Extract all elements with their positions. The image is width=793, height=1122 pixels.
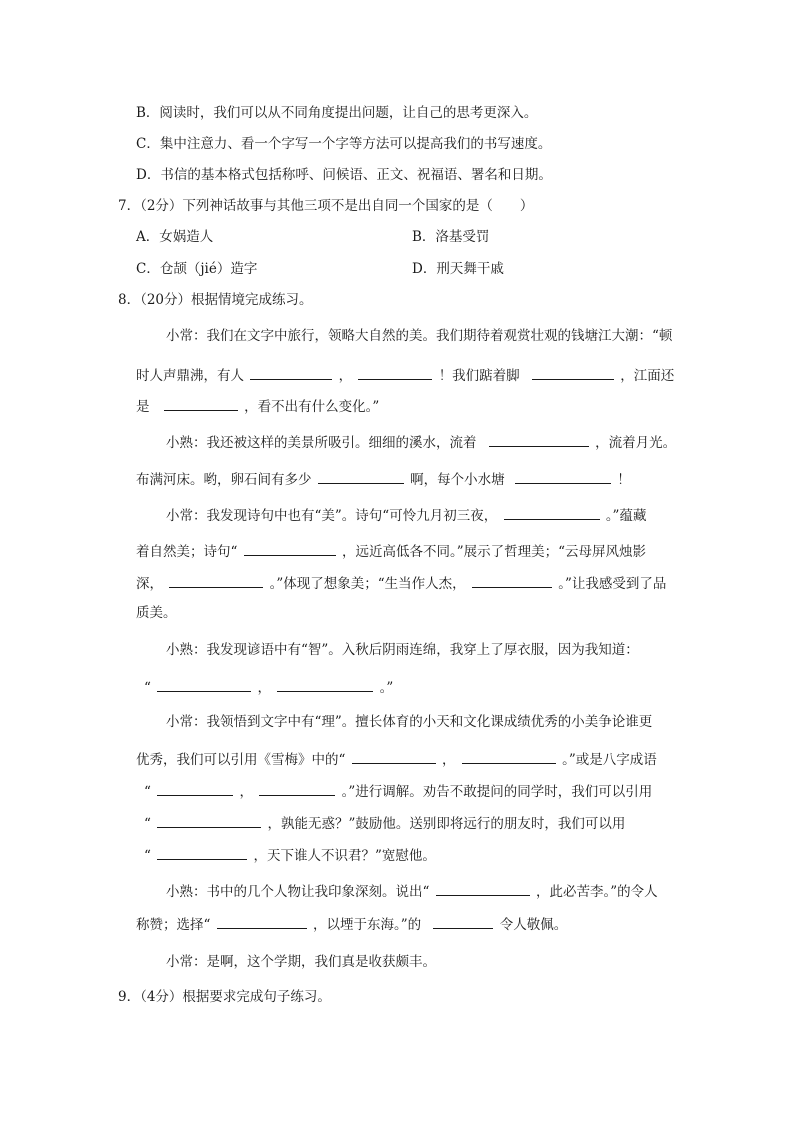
text: 是 [136,399,150,415]
answer-blank[interactable] [472,573,552,588]
text: 深， [136,576,163,592]
q8-p2-line1 [166,432,676,452]
text: ，天下谁人不识君？”宽慰他。 [253,848,436,864]
text: ！我们踮着脚 [438,368,520,384]
q6-option-c: C．集中注意力、看一个字写一个字等方法可以提高我们的书写速度。 [136,136,552,152]
text: “ [144,848,151,864]
q8-p7-line1: 小常：是啊，这个学期，我们真是收获颇丰。 [166,954,436,970]
text: 。”让我感受到了品 [558,576,667,592]
q9-stem: 9．（4分）根据要求完成句子练习。 [118,989,331,1005]
answer-blank[interactable] [433,914,493,929]
q7-option-c: C．仓颉（jié）造字 [136,261,258,277]
text: ，江面还 [620,368,675,384]
text: 令人敬佩。 [499,917,568,933]
text: “ [144,816,151,832]
text: ， [442,752,456,768]
answer-blank[interactable] [164,396,238,411]
text: 小熟：我还被这样的美景所吸引。细细的溪水，流着 [166,435,477,451]
q8-p5-line1: 小常：我领悟到文字中有“理”。擅长体育的小天和文化课成绩优秀的小美争论谁更 [166,714,653,730]
answer-blank[interactable] [277,677,373,692]
answer-blank[interactable] [157,677,251,692]
text: 称赞；选择“ [136,917,211,933]
q8-p3-line1 [166,505,646,525]
q8-p1-line1: 小常：我们在文字中旅行，领略大自然的美。我们期待着观赏壮观的钱塘江大潮：“顿 [166,328,673,344]
answer-blank[interactable] [157,845,247,860]
answer-blank[interactable] [157,813,261,828]
q7-option-a: A．女娲造人 [136,229,214,245]
answer-blank[interactable] [358,365,432,380]
answer-blank[interactable] [244,541,336,556]
text: ，以堙于东海。”的 [313,917,422,933]
text: ！ [617,472,631,488]
text: “ [144,784,151,800]
text: ，流着月光。 [595,435,677,451]
answer-blank[interactable] [532,365,614,380]
q8-p5-line4 [144,813,625,833]
text: 小常：我发现诗句中也有“美”。诗句“可怜九月初三夜， [166,508,498,524]
text: 小熟：书中的几个人物让我印象深刻。说出“ [166,884,430,900]
q8-p3-line4: 质美。 [136,605,177,621]
answer-blank[interactable] [489,432,589,447]
answer-blank[interactable] [504,505,600,520]
answer-blank[interactable] [436,881,530,896]
answer-blank[interactable] [352,749,436,764]
q8-p6-line1 [166,881,658,901]
q8-p4-line2 [144,677,393,697]
q8-p3-line2 [136,541,646,561]
q8-p1-line2 [136,365,674,385]
text: 时人声鼎沸，有人 [136,368,244,384]
q8-p4-line1: 小熟：我发现谚语中有“智”。入秋后阴雨连绵，我穿上了厚衣服，因为我知道： [166,642,639,658]
q8-p1-line3 [136,396,379,416]
text: ，孰能无惑？”鼓励他。送别即将远行的朋友时，我们可以用 [267,816,626,832]
text: 啊，每个小水塘 [410,472,505,488]
q6-option-d: D．书信的基本格式包括称呼、问候语、正文、祝福语、署名和日期。 [136,167,552,183]
q7-stem: 7．（2分）下列神话故事与其他三项不是出自同一个国家的是（ ） [118,198,534,214]
q8-p5-line3 [144,781,652,801]
answer-blank[interactable] [250,365,332,380]
text: 。”进行调解。劝告不敢提问的同学时，我们可以引用 [341,784,653,800]
text: ， [239,784,253,800]
answer-blank[interactable] [217,914,307,929]
text: ， [257,680,271,696]
q7-option-b: B．洛基受罚 [412,229,490,245]
text: 。” [379,680,394,696]
text: 。”或是八字成语 [562,752,657,768]
q7-option-d: D．刑天舞干戚 [412,261,504,277]
q8-p5-line2 [136,749,657,769]
answer-blank[interactable] [169,573,263,588]
answer-blank[interactable] [515,469,611,484]
text: “ [144,680,151,696]
text: ，看不出有什么变化。” [244,399,380,415]
q6-option-b: B．阅读时，我们可以从不同角度提出问题，让自己的思考更深入。 [136,105,538,121]
q8-p2-line2 [136,469,631,489]
text: 布满河床。哟，卵石间有多少 [136,472,312,488]
answer-blank[interactable] [462,749,556,764]
q8-p3-line3 [136,573,666,593]
text: 优秀，我们可以引用《雪梅》中的“ [136,752,346,768]
q8-stem: 8．（20分）根据情境完成练习。 [118,292,313,308]
answer-blank[interactable] [318,469,404,484]
text: ，此必苦李。”的令人 [536,884,658,900]
text: 。”蕴藏 [605,508,647,524]
text: ， [338,368,353,384]
q8-p5-line5 [144,845,436,865]
text: ，远近高低各不同。”展示了哲理美；“云母屏风烛影 [342,544,647,560]
answer-blank[interactable] [259,781,335,796]
q8-p6-line2 [136,914,567,934]
answer-blank[interactable] [157,781,233,796]
text: 。”体现了想象美；“生当作人杰， [269,576,466,592]
text: 着自然美；诗句“ [136,544,238,560]
